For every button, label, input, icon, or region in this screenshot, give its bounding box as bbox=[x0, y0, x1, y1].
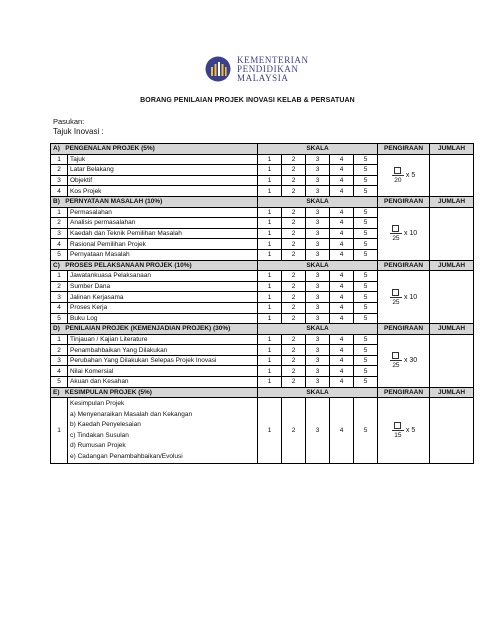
scale-option[interactable]: 4 bbox=[330, 249, 354, 260]
row-number: 1 bbox=[51, 154, 68, 165]
scale-option[interactable]: 5 bbox=[354, 345, 378, 356]
scale-option[interactable]: 5 bbox=[354, 281, 378, 292]
row-number: 5 bbox=[51, 249, 68, 260]
scale-option[interactable]: 5 bbox=[354, 334, 378, 345]
scale-option[interactable]: 1 bbox=[258, 228, 282, 239]
scale-option[interactable]: 2 bbox=[282, 281, 306, 292]
scale-option[interactable]: 2 bbox=[282, 186, 306, 197]
scale-option[interactable]: 5 bbox=[354, 154, 378, 165]
score-fraction bbox=[390, 352, 402, 369]
fraction-multiplier: x 5 bbox=[405, 171, 416, 179]
criteria-text: Permasalahan bbox=[68, 207, 258, 218]
scale-option[interactable]: 1 bbox=[258, 186, 282, 197]
criteria-text: Buku Log bbox=[68, 313, 258, 324]
criteria-row bbox=[51, 334, 474, 345]
pengiraan-cell bbox=[378, 207, 430, 260]
scale-option[interactable]: 1 bbox=[258, 175, 282, 186]
scale-option[interactable]: 2 bbox=[282, 175, 306, 186]
fraction-multiplier: x 5 bbox=[405, 427, 416, 435]
criteria-line: a) Menyenaraikan Masalah dan Kekangan bbox=[70, 410, 193, 418]
criteria-line: Kesimpulan Projek bbox=[70, 400, 125, 408]
criteria-row bbox=[51, 207, 474, 218]
scale-option[interactable]: 3 bbox=[306, 218, 330, 229]
scale-option[interactable]: 3 bbox=[306, 165, 330, 176]
scale-option[interactable]: 1 bbox=[258, 281, 282, 292]
score-formula bbox=[390, 225, 417, 242]
scale-option[interactable]: 1 bbox=[258, 302, 282, 313]
row-number: 3 bbox=[51, 228, 68, 239]
scale-option[interactable]: 2 bbox=[282, 292, 306, 303]
fraction-denominator: 25 bbox=[392, 235, 400, 243]
section-letter: B) bbox=[53, 198, 60, 206]
section-letter: A) bbox=[53, 145, 60, 153]
pengiraan-header: PENGIRAAN bbox=[378, 144, 430, 155]
jumlah-header: JUMLAH bbox=[430, 387, 474, 398]
jumlah-header: JUMLAH bbox=[430, 196, 474, 207]
row-number: 1 bbox=[51, 334, 68, 345]
scale-option[interactable]: 5 bbox=[354, 398, 378, 464]
fraction-bar bbox=[392, 430, 404, 431]
scale-option[interactable]: 5 bbox=[354, 366, 378, 377]
scale-option[interactable]: 4 bbox=[330, 345, 354, 356]
scale-option[interactable]: 4 bbox=[330, 207, 354, 218]
criteria-text: Perubahan Yang Dilakukan Selepas Projek Inovasi bbox=[68, 355, 258, 366]
scale-option[interactable]: 2 bbox=[282, 207, 306, 218]
scale-option[interactable]: 4 bbox=[330, 355, 354, 366]
criteria-text: Proses Kerja bbox=[68, 302, 258, 313]
scale-option[interactable]: 5 bbox=[354, 292, 378, 303]
scale-option[interactable]: 1 bbox=[258, 165, 282, 176]
section-letter: D) bbox=[53, 325, 60, 333]
score-input-box[interactable] bbox=[392, 352, 399, 359]
scale-option[interactable]: 4 bbox=[330, 281, 354, 292]
row-number: 2 bbox=[51, 218, 68, 229]
scale-option[interactable]: 5 bbox=[354, 228, 378, 239]
criteria-text: Tajuk bbox=[68, 154, 258, 165]
scale-option[interactable]: 3 bbox=[306, 345, 330, 356]
logo-line: KEMENTERIAN bbox=[237, 54, 309, 65]
logo-line: MALAYSIA bbox=[237, 72, 289, 83]
section-header-row bbox=[51, 144, 474, 155]
scale-option[interactable]: 4 bbox=[330, 302, 354, 313]
skala-header: SKALA bbox=[258, 144, 378, 155]
criteria-text bbox=[68, 398, 258, 464]
criteria-line: e) Cadangan Penambahbaikan/Evolusi bbox=[70, 452, 183, 460]
skala-header: SKALA bbox=[258, 196, 378, 207]
scale-option[interactable]: 5 bbox=[354, 186, 378, 197]
scale-option[interactable]: 3 bbox=[306, 366, 330, 377]
scale-option[interactable]: 2 bbox=[282, 239, 306, 250]
jumlah-cell[interactable] bbox=[430, 207, 474, 260]
scale-option[interactable]: 4 bbox=[330, 165, 354, 176]
section-title bbox=[51, 260, 258, 271]
scale-option[interactable]: 1 bbox=[258, 313, 282, 324]
criteria-row bbox=[51, 271, 474, 282]
scale-option[interactable]: 4 bbox=[330, 334, 354, 345]
scale-option[interactable]: 3 bbox=[306, 186, 330, 197]
scale-option[interactable]: 5 bbox=[354, 207, 378, 218]
score-formula bbox=[392, 167, 415, 184]
scale-option[interactable]: 3 bbox=[306, 334, 330, 345]
row-number: 3 bbox=[51, 292, 68, 303]
section-header-row bbox=[51, 387, 474, 398]
row-number: 2 bbox=[51, 345, 68, 356]
section-header-row bbox=[51, 196, 474, 207]
row-number: 5 bbox=[51, 313, 68, 324]
criteria-text: Latar Belakang bbox=[68, 165, 258, 176]
skala-header: SKALA bbox=[258, 387, 378, 398]
score-fraction bbox=[390, 289, 402, 306]
scale-option[interactable]: 2 bbox=[282, 228, 306, 239]
scale-option[interactable]: 2 bbox=[282, 302, 306, 313]
score-formula bbox=[390, 289, 417, 306]
score-input-box[interactable] bbox=[394, 167, 401, 174]
scale-option[interactable]: 1 bbox=[258, 249, 282, 260]
section-title bbox=[51, 387, 258, 398]
ministry-logo bbox=[205, 54, 323, 84]
scale-option[interactable]: 3 bbox=[306, 377, 330, 388]
score-input-box[interactable] bbox=[392, 289, 399, 296]
fraction-denominator: 15 bbox=[394, 432, 402, 440]
scale-option[interactable]: 3 bbox=[306, 239, 330, 250]
skala-header: SKALA bbox=[258, 260, 378, 271]
section-title-text: KESIMPULAN PROJEK (5%) bbox=[64, 388, 152, 396]
scale-option[interactable]: 3 bbox=[306, 292, 330, 303]
section-title bbox=[51, 144, 258, 155]
score-fraction bbox=[392, 167, 404, 184]
scale-option[interactable]: 5 bbox=[354, 165, 378, 176]
scale-option[interactable]: 2 bbox=[282, 398, 306, 464]
scale-option[interactable]: 2 bbox=[282, 355, 306, 366]
scale-option[interactable]: 1 bbox=[258, 271, 282, 282]
pengiraan-header: PENGIRAAN bbox=[378, 387, 430, 398]
fraction-denominator: 25 bbox=[392, 362, 400, 370]
skala-header: SKALA bbox=[258, 324, 378, 335]
scale-option[interactable]: 2 bbox=[282, 271, 306, 282]
score-formula bbox=[390, 352, 417, 369]
scale-option[interactable]: 1 bbox=[258, 207, 282, 218]
jumlah-header: JUMLAH bbox=[430, 144, 474, 155]
scale-option[interactable]: 5 bbox=[354, 302, 378, 313]
pengiraan-cell bbox=[378, 334, 430, 387]
scale-option[interactable]: 4 bbox=[330, 271, 354, 282]
scale-option[interactable]: 3 bbox=[306, 207, 330, 218]
criteria-text: Jalinan Kerjasama bbox=[68, 292, 258, 303]
jumlah-cell[interactable] bbox=[430, 334, 474, 387]
criteria-line: c) Tindakan Susulan bbox=[70, 431, 129, 439]
section-letter: C) bbox=[53, 261, 60, 269]
scale-option[interactable]: 2 bbox=[282, 334, 306, 345]
tajuk-inovasi-label: Tajuk Inovasi : bbox=[53, 127, 104, 136]
scale-option[interactable]: 5 bbox=[354, 239, 378, 250]
ministry-emblem-icon bbox=[205, 56, 231, 82]
row-number: 3 bbox=[51, 355, 68, 366]
scale-option[interactable]: 5 bbox=[354, 249, 378, 260]
criteria-text: Objektif bbox=[68, 175, 258, 186]
pasukan-label: Pasukan: bbox=[53, 117, 85, 126]
score-fraction bbox=[392, 422, 404, 439]
jumlah-header: JUMLAH bbox=[430, 324, 474, 335]
criteria-text: Jawatankuasa Pelaksanaan bbox=[68, 271, 258, 282]
fraction-multiplier: x 10 bbox=[403, 230, 418, 238]
scale-option[interactable]: 1 bbox=[258, 334, 282, 345]
scale-option[interactable]: 5 bbox=[354, 175, 378, 186]
section-title bbox=[51, 196, 258, 207]
fraction-denominator: 25 bbox=[392, 298, 400, 306]
scale-option[interactable]: 2 bbox=[282, 165, 306, 176]
section-title-text: PERNYATAAN MASALAH (10%) bbox=[65, 198, 163, 206]
scale-option[interactable]: 5 bbox=[354, 218, 378, 229]
scale-option[interactable]: 2 bbox=[282, 366, 306, 377]
pengiraan-cell bbox=[378, 271, 430, 324]
scale-option[interactable]: 1 bbox=[258, 398, 282, 464]
scale-option[interactable]: 3 bbox=[306, 271, 330, 282]
scale-option[interactable]: 1 bbox=[258, 366, 282, 377]
scale-option[interactable]: 4 bbox=[330, 218, 354, 229]
scale-option[interactable]: 4 bbox=[330, 398, 354, 464]
criteria-text: Akuan dan Kesahan bbox=[68, 377, 258, 388]
evaluation-table bbox=[50, 143, 474, 464]
score-input-box[interactable] bbox=[394, 422, 401, 429]
row-number: 1 bbox=[51, 398, 68, 464]
scale-option[interactable]: 3 bbox=[306, 398, 330, 464]
row-number: 4 bbox=[51, 239, 68, 250]
scale-option[interactable]: 2 bbox=[282, 345, 306, 356]
row-number: 2 bbox=[51, 281, 68, 292]
criteria-text: Nilai Komersial bbox=[68, 366, 258, 377]
scale-option[interactable]: 3 bbox=[306, 249, 330, 260]
form-title: BORANG PENILAIAN PROJEK INOVASI KELAB & PERSATUAN bbox=[140, 97, 355, 104]
criteria-row bbox=[51, 154, 474, 165]
section-title-text: PENILAIAN PROJEK (KEMENJADIAN PROJEK) (30%) bbox=[65, 325, 231, 333]
criteria-text: Analisis permasalahan bbox=[68, 218, 258, 229]
row-number: 4 bbox=[51, 366, 68, 377]
fraction-multiplier: x 30 bbox=[403, 357, 418, 365]
scale-option[interactable]: 3 bbox=[306, 154, 330, 165]
fraction-bar bbox=[390, 360, 402, 361]
criteria-line: b) Kaedah Penyelesaian bbox=[70, 421, 141, 429]
jumlah-cell[interactable] bbox=[430, 154, 474, 196]
scale-option[interactable]: 3 bbox=[306, 281, 330, 292]
section-title-text: PENGENALAN PROJEK (5%) bbox=[65, 145, 155, 153]
scale-option[interactable]: 4 bbox=[330, 313, 354, 324]
scale-option[interactable]: 1 bbox=[258, 292, 282, 303]
fraction-denominator: 20 bbox=[394, 176, 402, 184]
row-number: 5 bbox=[51, 377, 68, 388]
criteria-text: Kos Projek bbox=[68, 186, 258, 197]
scale-option[interactable]: 4 bbox=[330, 239, 354, 250]
scale-option[interactable]: 3 bbox=[306, 355, 330, 366]
scale-option[interactable]: 2 bbox=[282, 218, 306, 229]
scale-option[interactable]: 4 bbox=[330, 175, 354, 186]
scale-option[interactable]: 4 bbox=[330, 228, 354, 239]
criteria-text: Rasional Pemilihan Projek bbox=[68, 239, 258, 250]
fraction-bar bbox=[390, 233, 402, 234]
scale-option[interactable]: 1 bbox=[258, 239, 282, 250]
criteria-line: d) Rumusan Projek bbox=[70, 442, 126, 450]
section-title-text: PROSES PELAKSANAAN PROJEK (10%) bbox=[65, 261, 192, 269]
criteria-text: Tinjauan / Kajian Literature bbox=[68, 334, 258, 345]
criteria-text: Sumber Dana bbox=[68, 281, 258, 292]
row-number: 2 bbox=[51, 165, 68, 176]
scale-option[interactable]: 2 bbox=[282, 313, 306, 324]
scale-option[interactable]: 3 bbox=[306, 313, 330, 324]
scale-option[interactable]: 4 bbox=[330, 154, 354, 165]
scale-option[interactable]: 4 bbox=[330, 377, 354, 388]
scale-option[interactable]: 3 bbox=[306, 228, 330, 239]
scale-option[interactable]: 5 bbox=[354, 377, 378, 388]
row-number: 4 bbox=[51, 186, 68, 197]
jumlah-cell[interactable] bbox=[430, 271, 474, 324]
scale-option[interactable]: 1 bbox=[258, 154, 282, 165]
row-number: 4 bbox=[51, 302, 68, 313]
fraction-multiplier: x 10 bbox=[403, 293, 418, 301]
pengiraan-header: PENGIRAAN bbox=[378, 324, 430, 335]
scale-option[interactable]: 5 bbox=[354, 271, 378, 282]
scale-option[interactable]: 1 bbox=[258, 345, 282, 356]
row-number: 1 bbox=[51, 271, 68, 282]
scale-option[interactable]: 4 bbox=[330, 366, 354, 377]
score-formula bbox=[392, 422, 415, 439]
scale-option[interactable]: 4 bbox=[330, 292, 354, 303]
section-header-row bbox=[51, 324, 474, 335]
criteria-text: Penambahbaikan Yang Dilakukan bbox=[68, 345, 258, 356]
scale-option[interactable]: 1 bbox=[258, 218, 282, 229]
scale-option[interactable]: 5 bbox=[354, 313, 378, 324]
scale-option[interactable]: 3 bbox=[306, 302, 330, 313]
scale-option[interactable]: 4 bbox=[330, 186, 354, 197]
scale-option[interactable]: 1 bbox=[258, 355, 282, 366]
scale-option[interactable]: 2 bbox=[282, 154, 306, 165]
scale-option[interactable]: 5 bbox=[354, 355, 378, 366]
scale-option[interactable]: 3 bbox=[306, 175, 330, 186]
score-fraction bbox=[390, 225, 402, 242]
pengiraan-header: PENGIRAAN bbox=[378, 260, 430, 271]
logo-wordmark bbox=[237, 56, 309, 83]
criteria-text: Pernyataan Masalah bbox=[68, 249, 258, 260]
scale-option[interactable]: 2 bbox=[282, 249, 306, 260]
section-letter: E) bbox=[53, 388, 60, 396]
fraction-bar bbox=[392, 175, 404, 176]
pengiraan-cell bbox=[378, 398, 430, 464]
row-number: 1 bbox=[51, 207, 68, 218]
pengiraan-cell bbox=[378, 154, 430, 196]
fraction-bar bbox=[390, 297, 402, 298]
jumlah-header: JUMLAH bbox=[430, 260, 474, 271]
score-input-box[interactable] bbox=[392, 225, 399, 232]
criteria-row bbox=[51, 398, 474, 464]
section-header-row bbox=[51, 260, 474, 271]
section-title bbox=[51, 324, 258, 335]
criteria-text: Kaedah dan Teknik Pemilihan Masalah bbox=[68, 228, 258, 239]
pengiraan-header: PENGIRAAN bbox=[378, 196, 430, 207]
row-number: 3 bbox=[51, 175, 68, 186]
jumlah-cell[interactable] bbox=[430, 398, 474, 464]
scale-option[interactable]: 2 bbox=[282, 377, 306, 388]
scale-option[interactable]: 1 bbox=[258, 377, 282, 388]
logo-line: PENDIDIKAN bbox=[237, 63, 299, 74]
